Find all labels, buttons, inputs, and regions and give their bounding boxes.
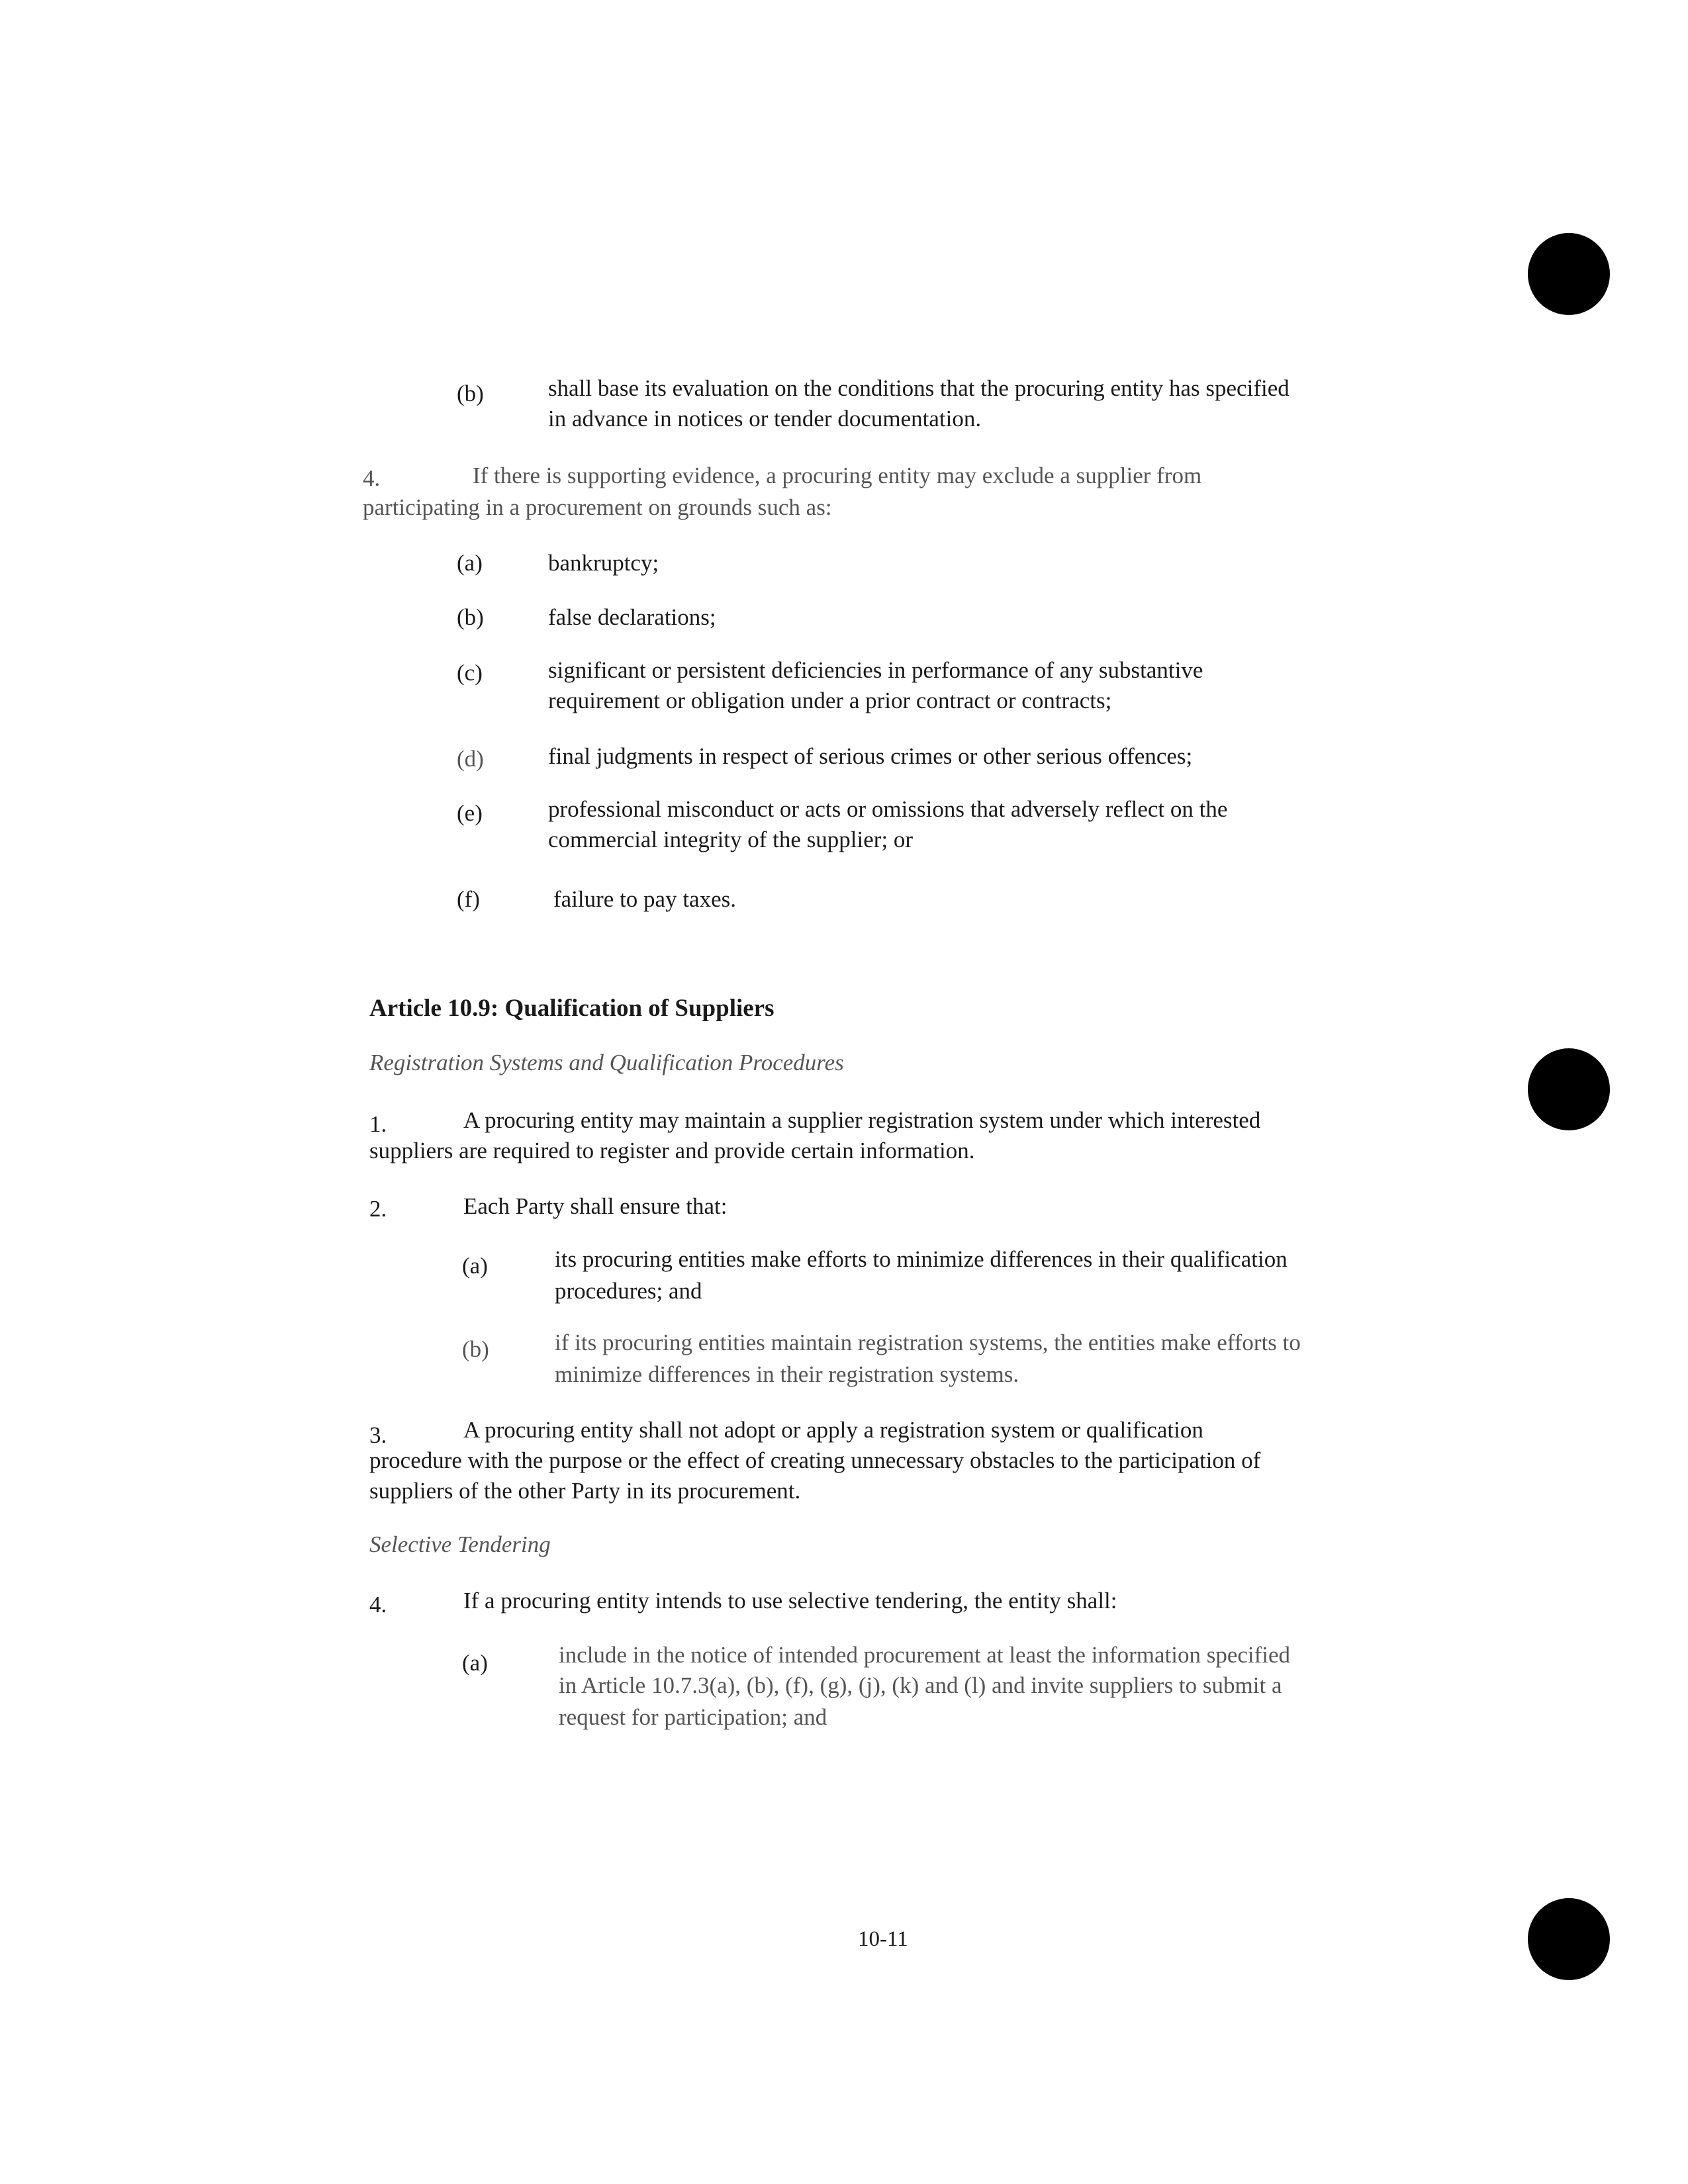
- article-heading: Article 10.9: Qualification of Suppliers: [369, 995, 774, 1022]
- item-text-line: in advance in notices or tender documentation.: [548, 406, 982, 432]
- item-label: (b): [457, 381, 484, 406]
- section-subheading: Selective Tendering: [369, 1531, 551, 1557]
- paragraph-line: If there is supporting evidence, a procuring entity may exclude a supplier from: [473, 463, 1202, 488]
- item-text-line: failure to pay taxes.: [553, 886, 737, 912]
- item-text-line: request for participation; and: [559, 1704, 827, 1730]
- item-text-line: procedures; and: [555, 1278, 702, 1304]
- item-text-line: requirement or obligation under a prior contract or contracts;: [548, 688, 1112, 713]
- item-label: (f): [457, 886, 480, 912]
- paragraph-number: 4.: [369, 1592, 387, 1617]
- item-text-line: significant or persistent deficiencies in performance of any substantive: [548, 657, 1203, 683]
- item-text-line: include in the notice of intended procurement at least the information specified: [559, 1642, 1291, 1668]
- item-text-line: professional misconduct or acts or omissions that adversely reflect on the: [548, 796, 1228, 822]
- paragraph-number: 2.: [369, 1196, 387, 1222]
- item-label: (b): [457, 604, 484, 630]
- item-label: (a): [462, 1650, 488, 1676]
- page-number: 10-11: [858, 1927, 908, 1951]
- paragraph-line: suppliers are required to register and provide certain information.: [369, 1138, 975, 1163]
- paragraph-number: 3.: [369, 1422, 387, 1448]
- paragraph-line: A procuring entity may maintain a supplier registration system under which interested: [463, 1107, 1261, 1133]
- item-label: (e): [457, 800, 483, 826]
- paragraph-number: 1.: [369, 1111, 387, 1137]
- paragraph-number: 4.: [363, 465, 381, 491]
- item-text-line: in Article 10.7.3(a), (b), (f), (g), (j), (k) and (l) and invite suppliers to submit a: [559, 1672, 1282, 1698]
- item-text-line: if its procuring entities maintain registration systems, the entities make efforts to: [555, 1330, 1301, 1355]
- paragraph-line: A procuring entity shall not adopt or apply a registration system or qualification: [463, 1417, 1203, 1443]
- punch-hole-bottom: [1528, 1898, 1610, 1980]
- item-label: (a): [462, 1253, 488, 1279]
- paragraph-line: procedure with the purpose or the effect of creating unnecessary obstacles to the participation of: [369, 1447, 1261, 1473]
- section-subheading: Registration Systems and Qualification Procedures: [369, 1050, 844, 1075]
- paragraph-line: Each Party shall ensure that:: [463, 1193, 727, 1219]
- item-text-line: false declarations;: [548, 604, 716, 630]
- item-text-line: bankruptcy;: [548, 550, 659, 576]
- item-label: (a): [457, 550, 483, 576]
- item-label: (d): [457, 746, 484, 772]
- item-label: (b): [462, 1336, 489, 1362]
- item-text-line: shall base its evaluation on the conditions that the procuring entity has specified: [548, 375, 1289, 401]
- item-text-line: its procuring entities make efforts to minimize differences in their qualification: [555, 1246, 1288, 1272]
- punch-hole-middle: [1528, 1048, 1610, 1130]
- paragraph-line: suppliers of the other Party in its procurement.: [369, 1478, 801, 1504]
- item-text-line: commercial integrity of the supplier; or: [548, 827, 914, 852]
- item-text-line: final judgments in respect of serious crimes or other serious offences;: [548, 743, 1193, 769]
- paragraph-line: If a procuring entity intends to use selective tendering, the entity shall:: [463, 1588, 1117, 1614]
- item-label: (c): [457, 660, 483, 686]
- item-text-line: minimize differences in their registration systems.: [555, 1361, 1019, 1387]
- paragraph-line: participating in a procurement on grounds such as:: [363, 494, 832, 520]
- punch-hole-top: [1528, 233, 1610, 315]
